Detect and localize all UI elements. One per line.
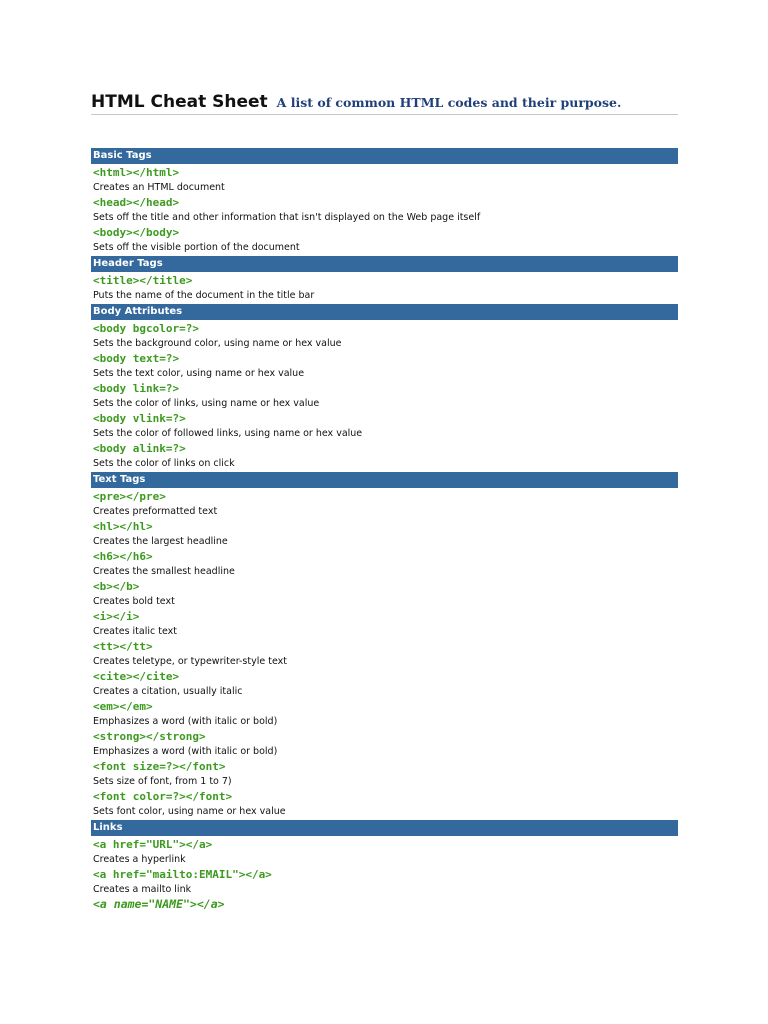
section-items (91, 320, 678, 472)
entry-description: Sets off the visible portion of the document (93, 242, 300, 253)
entry-description: Creates preformatted text (93, 506, 218, 517)
section (91, 472, 678, 820)
entry-code: <font size=?></font> (93, 760, 226, 773)
entry-description: Sets size of font, from 1 to 7) (93, 776, 232, 787)
cheat-entry (91, 381, 678, 411)
entry-code: <em></em> (93, 700, 153, 713)
entry-code: <body link=?> (93, 382, 180, 395)
cheat-entry (91, 165, 678, 195)
cheat-entry (91, 519, 678, 549)
entry-code: <cite></cite> (93, 670, 180, 683)
entry-code: <title></title> (93, 274, 193, 287)
section (91, 820, 678, 913)
entry-description: Sets font color, using name or hex value (93, 806, 286, 817)
entry-code: <font color=?></font> (93, 790, 233, 803)
section-items (91, 164, 678, 256)
cheat-entry (91, 759, 678, 789)
entry-description: Creates an HTML document (93, 182, 225, 193)
entry-description: Sets the color of links, using name or hex value (93, 398, 320, 409)
entry-code: <body></body> (93, 226, 180, 239)
section-items (91, 836, 678, 913)
cheat-entry (91, 549, 678, 579)
entry-description: Creates teletype, or typewriter-style text (93, 656, 287, 667)
document-subtitle: A list of common HTML codes and their purpose. (276, 95, 622, 110)
cheat-entry (91, 837, 678, 867)
entry-code: <pre></pre> (93, 490, 166, 503)
cheat-entry (91, 579, 678, 609)
entry-code: <head></head> (93, 196, 180, 209)
cheat-sheet-page (91, 92, 678, 913)
cheat-entry (91, 609, 678, 639)
entry-description: Emphasizes a word (with italic or bold) (93, 746, 278, 757)
cheat-entry (91, 699, 678, 729)
entry-code: <hl></hl> (93, 520, 153, 533)
entry-code: <html></html> (93, 166, 180, 179)
section-header: Text Tags (91, 472, 678, 488)
cheat-entry (91, 351, 678, 381)
entry-code: <body bgcolor=?> (93, 322, 199, 335)
entry-code: <body text=?> (93, 352, 180, 365)
cheat-entry (91, 441, 678, 471)
entry-code: <a href="mailto:EMAIL"></a> (93, 868, 272, 881)
cheat-entry (91, 321, 678, 351)
section (91, 304, 678, 472)
section (91, 256, 678, 304)
cheat-entry (91, 639, 678, 669)
entry-description: Creates a mailto link (93, 884, 192, 895)
entry-description: Sets the color of followed links, using name or hex value (93, 428, 363, 439)
cheat-entry (91, 867, 678, 897)
cheat-entry (91, 195, 678, 225)
entry-code: <a href="URL"></a> (93, 838, 213, 851)
section-items (91, 488, 678, 820)
entry-description: Sets off the title and other information that isn't displayed on the Web page itself (93, 212, 481, 223)
entry-code: <body vlink=?> (93, 412, 186, 425)
entry-code: <h6></h6> (93, 550, 153, 563)
entry-description: Sets the text color, using name or hex value (93, 368, 305, 379)
section-items (91, 272, 678, 304)
document-header (91, 92, 678, 115)
cheat-entry (91, 273, 678, 303)
entry-code: <a name="NAME"></a> (93, 897, 225, 911)
entry-code: <i></i> (93, 610, 140, 623)
section-header: Body Attributes (91, 304, 678, 320)
entry-description: Creates italic text (93, 626, 177, 637)
sections-container (91, 148, 678, 913)
entry-description: Emphasizes a word (with italic or bold) (93, 716, 278, 727)
cheat-entry (91, 897, 678, 912)
document-title: HTML Cheat Sheet (91, 92, 268, 112)
entry-code: <strong></strong> (93, 730, 206, 743)
entry-code: <tt></tt> (93, 640, 153, 653)
entry-description: Creates a hyperlink (93, 854, 186, 865)
section-header: Basic Tags (91, 148, 678, 164)
section-header: Header Tags (91, 256, 678, 272)
section (91, 148, 678, 256)
entry-description: Sets the background color, using name or hex value (93, 338, 342, 349)
cheat-entry (91, 669, 678, 699)
entry-description: Creates the smallest headline (93, 566, 235, 577)
entry-description: Creates bold text (93, 596, 175, 607)
entry-description: Puts the name of the document in the title bar (93, 290, 315, 301)
cheat-entry (91, 225, 678, 255)
section-header: Links (91, 820, 678, 836)
entry-code: <body alink=?> (93, 442, 186, 455)
entry-code: <b></b> (93, 580, 140, 593)
cheat-entry (91, 729, 678, 759)
cheat-entry (91, 489, 678, 519)
cheat-entry (91, 789, 678, 819)
entry-description: Creates a citation, usually italic (93, 686, 243, 697)
entry-description: Creates the largest headline (93, 536, 228, 547)
entry-description: Sets the color of links on click (93, 458, 235, 469)
cheat-entry (91, 411, 678, 441)
